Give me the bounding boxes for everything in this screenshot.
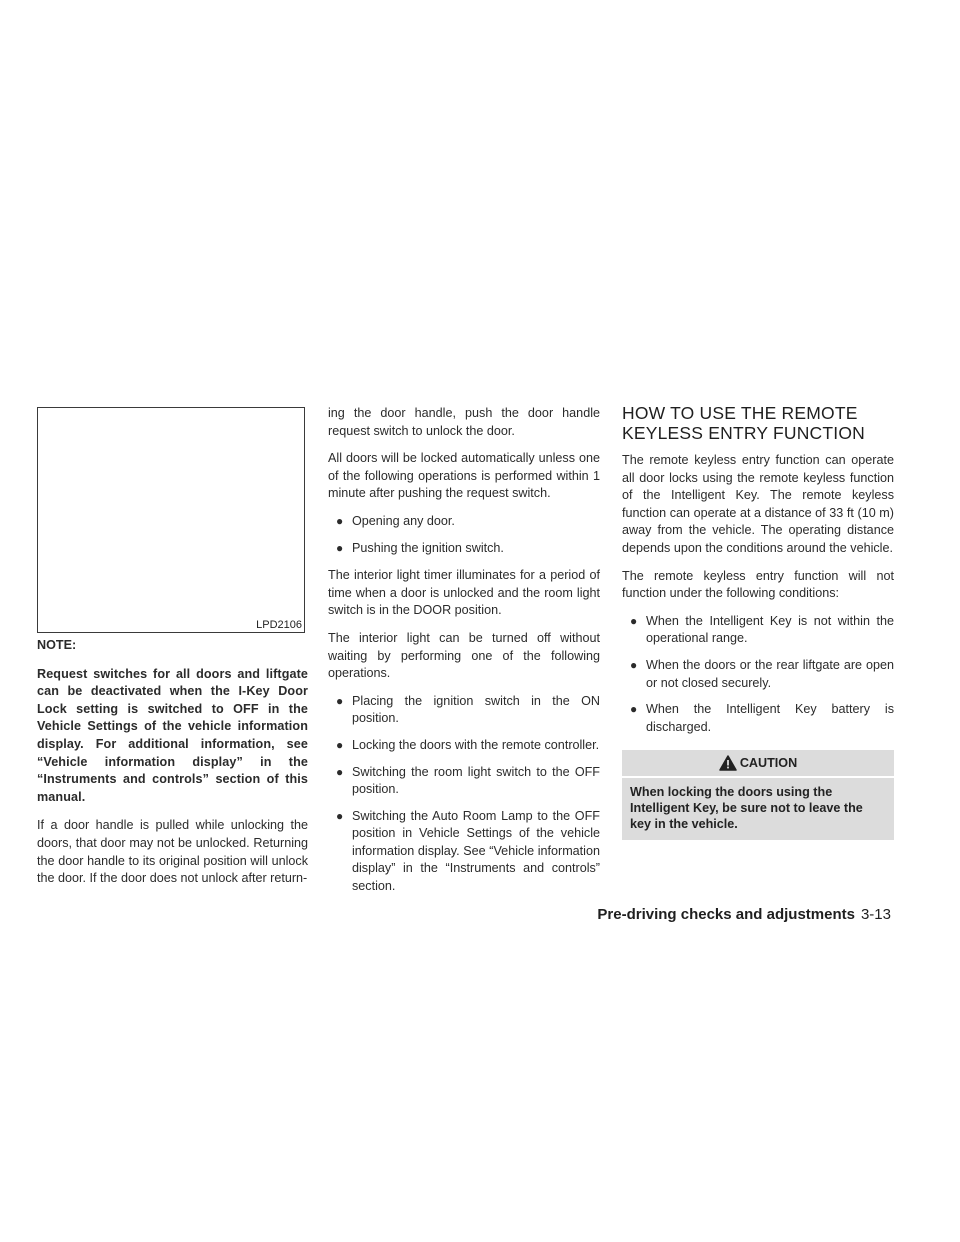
list-item: ● Placing the ignition switch in the ON position. xyxy=(336,693,600,726)
bullet-icon: ● xyxy=(336,513,344,528)
section-heading xyxy=(622,403,894,443)
paragraph: The remote keyless entry function will not function under the following conditions: xyxy=(622,568,894,601)
heading-line-1: HOW TO USE THE REMOTE xyxy=(622,403,858,423)
figure-placeholder xyxy=(37,407,305,633)
bullet-list xyxy=(328,513,600,557)
paragraph: The interior light timer illuminates for a period of time when a door is unlocked and the room light switch is in the DOOR position. xyxy=(328,568,600,618)
heading-line-2: KEYLESS ENTRY FUNCTION xyxy=(622,423,865,443)
bullet-icon: ● xyxy=(336,808,344,823)
paragraph: If a door handle is pulled while unlocking the doors, that door may not be unlocked. Returning the door handle to its original position will unlock the door. If the door does not unlock after return- xyxy=(37,818,308,886)
caution-label: CAUTION xyxy=(739,756,798,771)
column-right xyxy=(622,403,894,840)
column-middle xyxy=(328,405,600,906)
column-left xyxy=(37,637,308,898)
page-number: 3-13 xyxy=(860,906,891,923)
footer-section-title: Pre-driving checks and adjustments xyxy=(597,906,855,923)
caution-text: When locking the doors using the Intelligent Key, be sure not to leave the key in the vehicle. xyxy=(630,785,863,832)
figure-code: LPD2106 xyxy=(256,619,302,631)
list-item: ● Switching the Auto Room Lamp to the OFF position in Vehicle Settings of the vehicle information display. See “Vehicle information display” in the “Instruments and controls” section. xyxy=(336,808,600,894)
bullet-list xyxy=(622,613,894,737)
paragraph: The remote keyless entry function can operate all door locks using the remote keyless function of the Intelligent Key. The remote keyless function can operate at a distance of 33 ft (10 m) away from the vehicle. The operating distance depends upon the conditions around the vehicle. xyxy=(622,453,894,555)
bullet-icon: ● xyxy=(336,737,344,752)
bullet-icon: ● xyxy=(630,613,638,628)
bullet-list xyxy=(328,693,600,896)
list-item: ● When the doors or the rear liftgate are open or not closed securely. xyxy=(630,657,894,690)
list-item: ● Opening any door. xyxy=(328,513,600,531)
caution-header xyxy=(622,750,894,778)
list-item: ● When the Intelligent Key is not within the operational range. xyxy=(630,613,894,646)
paragraph: The interior light can be turned off without waiting by performing one of the following operations. xyxy=(328,630,600,681)
paragraph: All doors will be locked automatically unless one of the following operations is performed within 1 minute after pushing the request switch. xyxy=(328,451,600,501)
bullet-icon: ● xyxy=(336,540,344,555)
bullet-icon: ● xyxy=(336,764,344,779)
list-item: ● Switching the room light switch to the OFF position. xyxy=(336,764,600,797)
paragraph: ing the door handle, push the door handle request switch to unlock the door. xyxy=(328,406,600,438)
bullet-icon: ● xyxy=(336,693,344,708)
list-item: ● Pushing the ignition switch. xyxy=(328,540,600,558)
list-item: ● Locking the doors with the remote controller. xyxy=(328,737,600,755)
page-footer xyxy=(597,906,891,923)
bullet-icon: ● xyxy=(630,657,638,672)
note-title: NOTE: xyxy=(37,638,77,652)
note-body: Request switches for all doors and liftgate can be deactivated when the I-Key Door Lock setting is switched to OFF in the Vehicle Settings of the vehicle information display. For additional information, see “Vehicle information display” in the “Instruments and controls” section of this manual. xyxy=(37,666,308,804)
caution-box xyxy=(622,750,894,840)
warning-triangle-icon xyxy=(719,755,737,771)
list-item: ● When the Intelligent Key battery is discharged. xyxy=(630,702,894,734)
bullet-icon: ● xyxy=(630,702,638,717)
